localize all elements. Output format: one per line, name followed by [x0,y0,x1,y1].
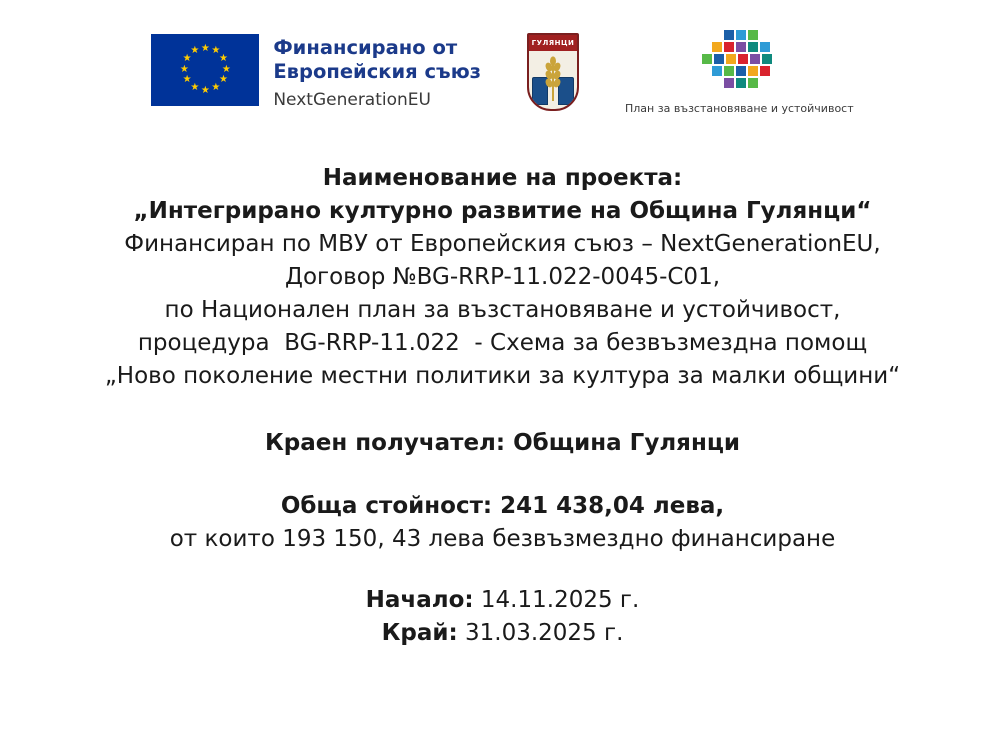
project-title-label: Наименование на проекта: [322,165,683,191]
eu-star-icon: ★ [179,63,189,75]
eu-star-icon: ★ [200,42,210,54]
beneficiary-line: Краен получател: Община Гулянци [265,430,740,456]
mosaic-tile [760,42,770,52]
recovery-plan-mosaic-icon [702,30,776,94]
mosaic-tile [724,42,734,52]
eu-star-icon: ★ [182,74,192,85]
mosaic-tile [736,42,746,52]
eu-star-icon: ★ [219,74,228,85]
mosaic-tile [724,66,734,76]
mosaic-tile [712,66,722,76]
mosaic-tile [748,42,758,52]
contract-line: Договор №BG-RRP-11.022-0045-C01, [284,264,721,290]
spacer-2 [40,460,965,490]
project-name: „Интегрирано културно развитие на Община Гулянци“ [133,198,872,224]
project-info-block [0,110,1005,650]
coa-wheat-icon [540,55,566,101]
total-value-line: Обща стойност: 241 438,04 лева, [280,493,725,519]
eu-star-icon: ★ [211,45,221,57]
eu-star-icon: ★ [190,81,200,93]
end-date-value: 31.03.2025 г. [457,620,624,646]
mosaic-tile [748,30,758,40]
eu-logo-line1: Финансирано от [273,35,458,59]
eu-funding-logo [151,34,481,111]
mosaic-tile [724,30,734,40]
eu-star-icon: ★ [200,84,210,96]
eu-flag-icon [151,34,259,106]
start-date-value: 14.11.2025 г. [473,587,640,613]
start-date-row [40,584,965,617]
mosaic-tile [724,78,734,88]
procedure-line: процедура BG-RRP-11.022 - Схема за безвъзмездна помощ [137,330,868,356]
eu-star-icon: ★ [219,53,228,64]
mosaic-tile [762,54,772,64]
national-plan-line: по Национален план за възстановяване и устойчивост, [164,297,841,323]
eu-star-icon: ★ [190,45,200,57]
logo-strip [0,0,1005,115]
start-date-label: Начало: [365,587,474,613]
end-date-label: Край: [381,620,458,646]
mosaic-tile [726,54,736,64]
mosaic-tile [702,54,712,64]
recovery-plan-logo [625,30,854,115]
spacer-1 [40,393,965,427]
mosaic-tile [748,78,758,88]
gulyantsi-coat-of-arms-icon [527,33,579,111]
mosaic-tile [736,78,746,88]
mosaic-tile [748,66,758,76]
coa-shield [527,33,579,111]
mosaic-tile [736,30,746,40]
recovery-plan-caption: План за възстановяване и устойчивост [625,101,854,115]
eu-star-icon: ★ [211,81,221,93]
mosaic-tile [750,54,760,64]
scheme-line: „Ново поколение местни политики за култура за малки общини“ [104,363,901,389]
eu-star-icon: ★ [182,53,192,64]
eu-star-icon: ★ [221,63,231,75]
mosaic-tile [760,66,770,76]
financing-line: Финансиран по МВУ от Европейския съюз – NextGenerationEU, [124,231,881,257]
spacer-3 [40,556,965,584]
mosaic-tile [736,66,746,76]
mosaic-tile [738,54,748,64]
eu-logo-line2: Европейския съюз [273,59,481,83]
grant-amount-line: от които 193 150, 43 лева безвъзмездно финансиране [169,526,836,552]
eu-logo-text [273,34,481,111]
mosaic-tile [714,54,724,64]
end-date-row [40,617,965,650]
coa-banner-label: ГУЛЯНЦИ [529,35,577,51]
mosaic-tile [712,42,722,52]
eu-logo-line3: NextGenerationEU [273,89,431,110]
